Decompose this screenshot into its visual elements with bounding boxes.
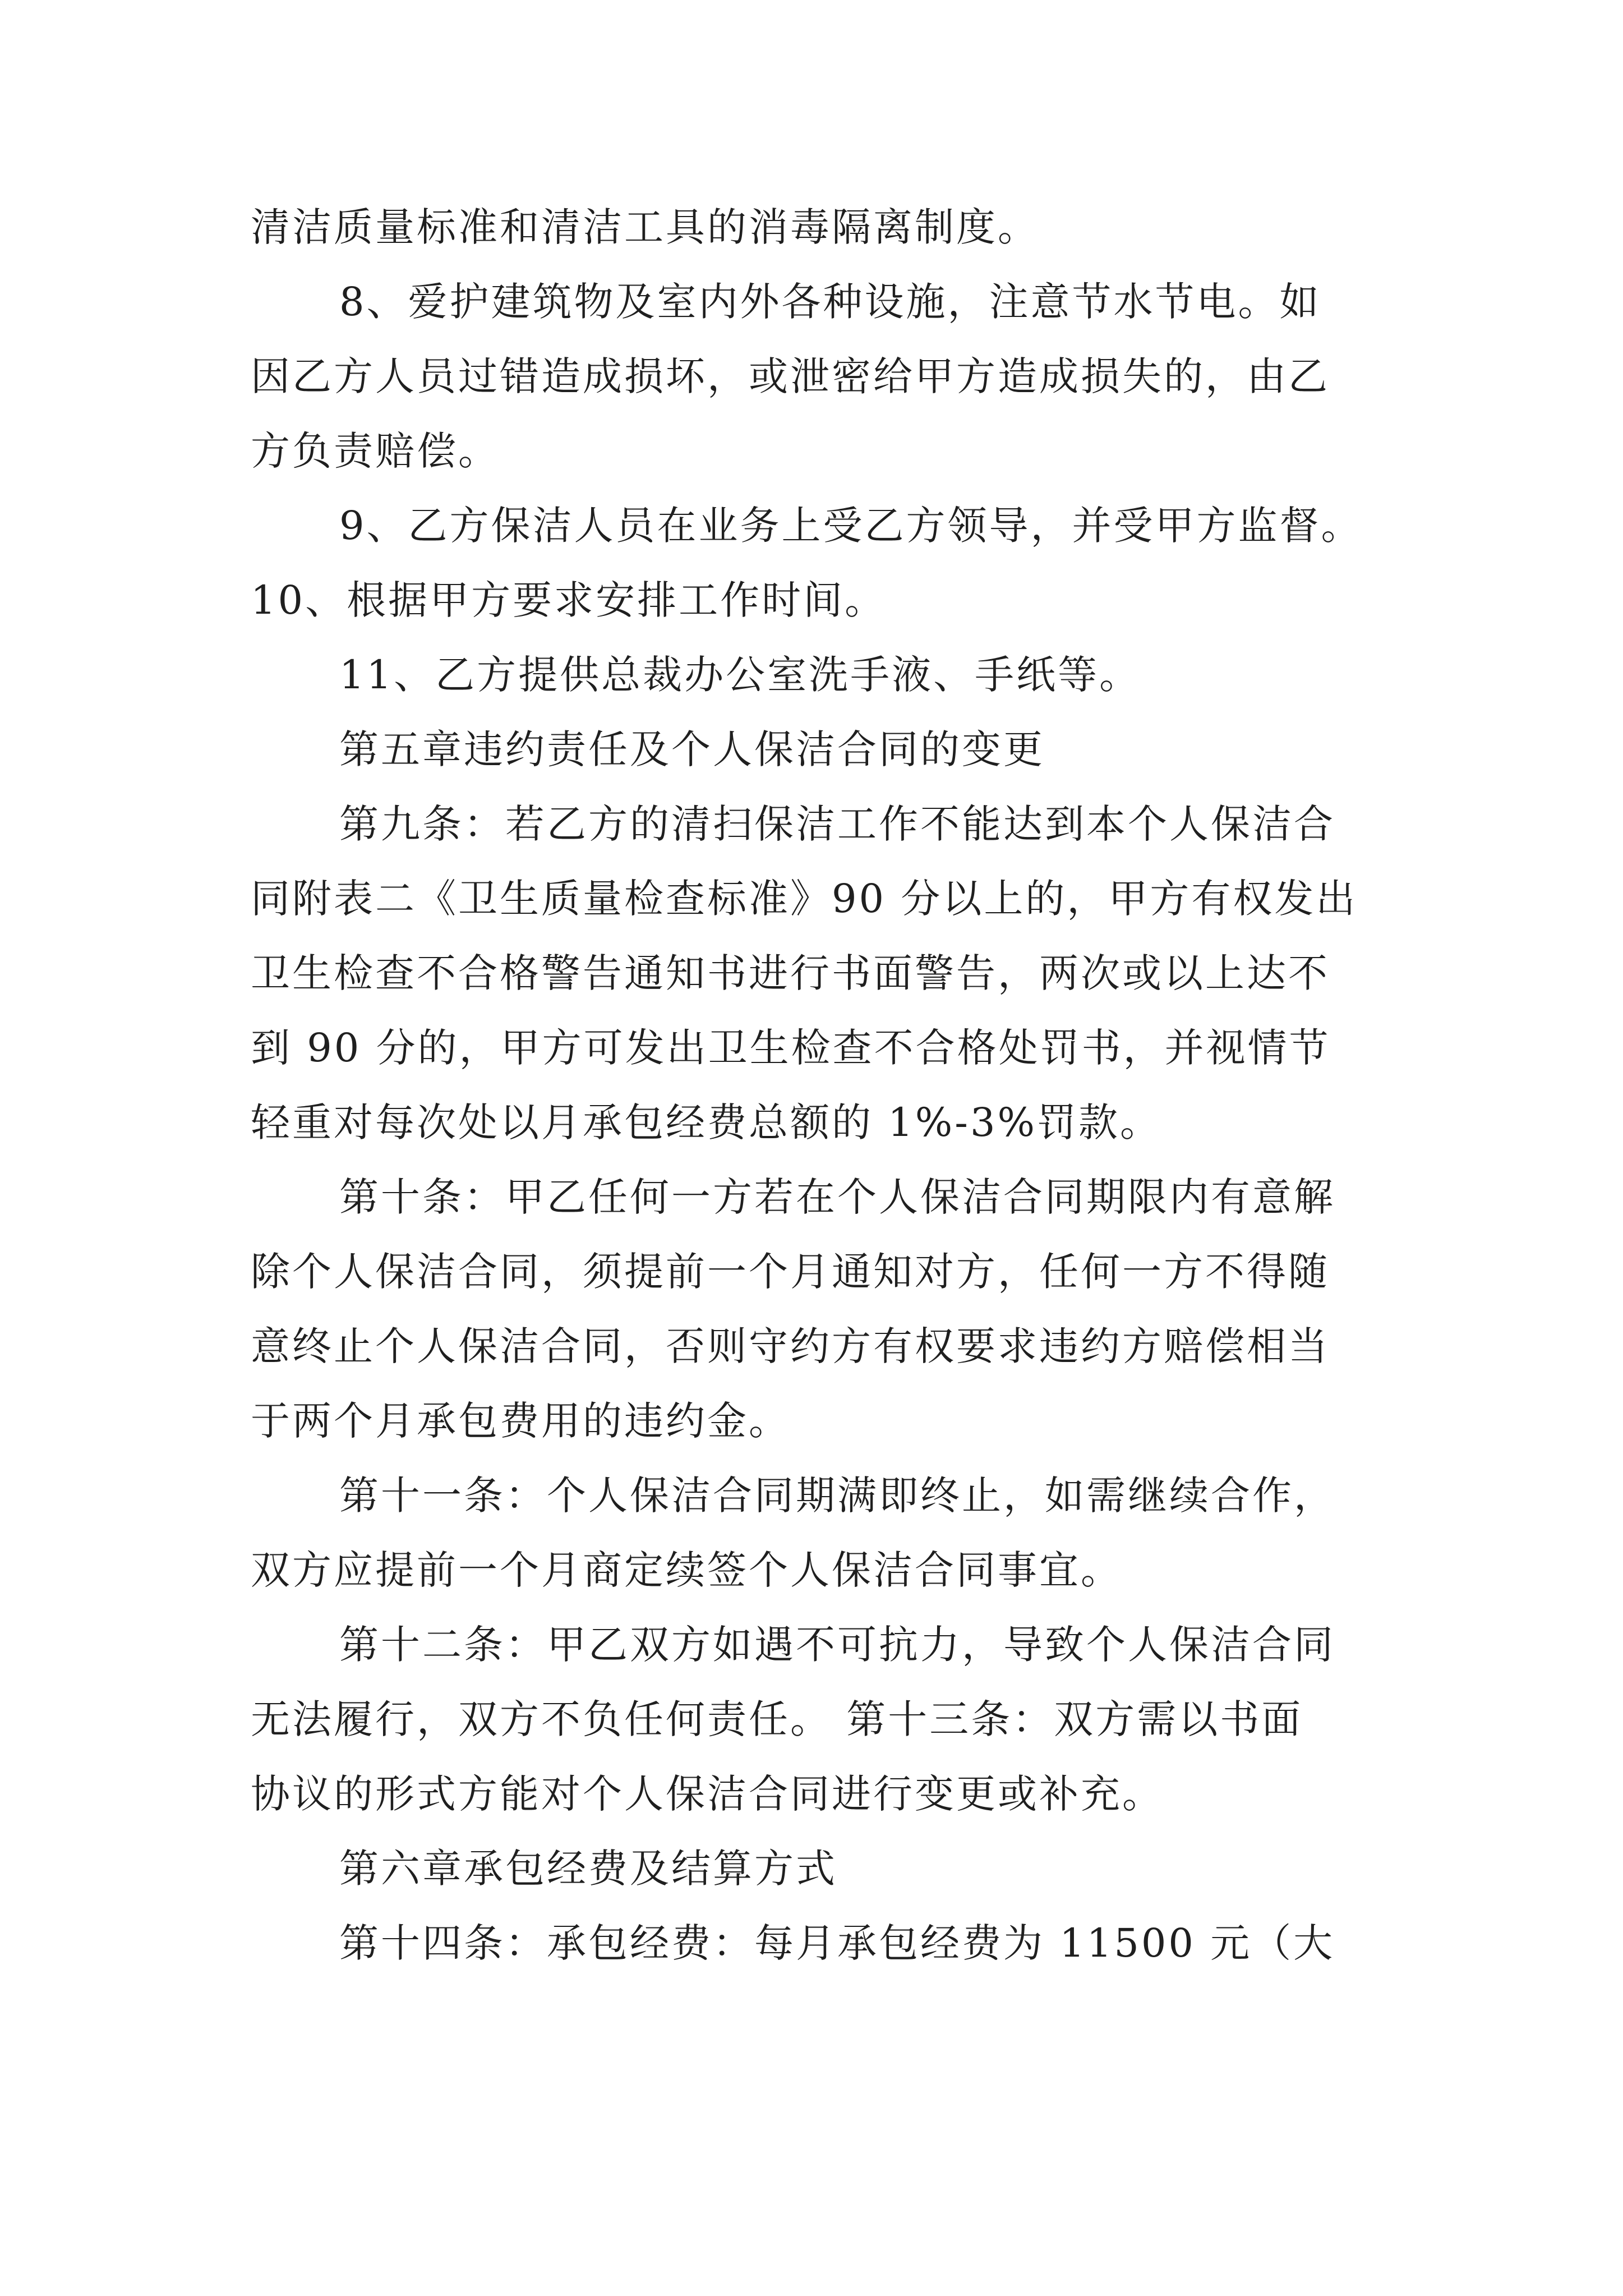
chapter-heading-5: 第五章违约责任及个人保洁合同的变更: [339, 726, 1045, 772]
text-line-16: 意终止个人保洁合同，否则守约方有权要求违约方赔偿相当: [251, 1323, 1330, 1369]
text-line-10: 同附表二《卫生质量检查标准》90 分以上的，甲方有权发出: [251, 876, 1358, 922]
text-line-20: 第十二条：甲乙双方如遇不可抗力，导致个人保洁合同: [339, 1622, 1335, 1668]
text-line-6: 10、根据甲方要求安排工作时间。: [251, 577, 887, 623]
text-line-2: 8、爱护建筑物及室内外各种设施，注意节水节电。如: [339, 279, 1321, 325]
text-line-22: 协议的形式方能对个人保洁合同进行变更或补充。: [251, 1771, 1164, 1817]
text-line-11: 卫生检查不合格警告通知书进行书面警告，两次或以上达不: [251, 950, 1330, 996]
text-line-13: 轻重对每次处以月承包经费总额的 1%-3%罚款。: [251, 1099, 1162, 1145]
text-line-1: 清洁质量标准和清洁工具的消毒隔离制度。: [251, 204, 1039, 250]
text-line-17: 于两个月承包费用的违约金。: [251, 1398, 790, 1444]
text-line-24: 第十四条：承包经费：每月承包经费为 11500 元（大: [339, 1920, 1335, 1966]
text-line-9: 第九条：若乙方的清扫保洁工作不能达到本个人保洁合: [339, 801, 1335, 847]
text-line-15: 除个人保洁合同，须提前一个月通知对方，任何一方不得随: [251, 1249, 1330, 1295]
text-line-7: 11、乙方提供总裁办公室洗手液、手纸等。: [339, 652, 1141, 698]
text-line-19: 双方应提前一个月商定续签个人保洁合同事宜。: [251, 1547, 1122, 1593]
chapter-heading-6: 第六章承包经费及结算方式: [339, 1846, 837, 1892]
text-line-14: 第十条：甲乙任何一方若在个人保洁合同期限内有意解: [339, 1174, 1335, 1220]
text-line-4: 方负责赔偿。: [251, 428, 500, 474]
text-line-18: 第十一条：个人保洁合同期满即终止，如需继续合作，: [339, 1473, 1335, 1519]
text-line-21: 无法履行，双方不负任何责任。 第十三条：双方需以书面: [251, 1696, 1303, 1742]
text-line-12: 到 90 分的，甲方可发出卫生检查不合格处罚书，并视情节: [251, 1025, 1331, 1071]
text-line-5: 9、乙方保洁人员在业务上受乙方领导，并受甲方监督。: [339, 503, 1363, 549]
text-line-3: 因乙方人员过错造成损坏，或泄密给甲方造成损失的，由乙: [251, 353, 1330, 399]
